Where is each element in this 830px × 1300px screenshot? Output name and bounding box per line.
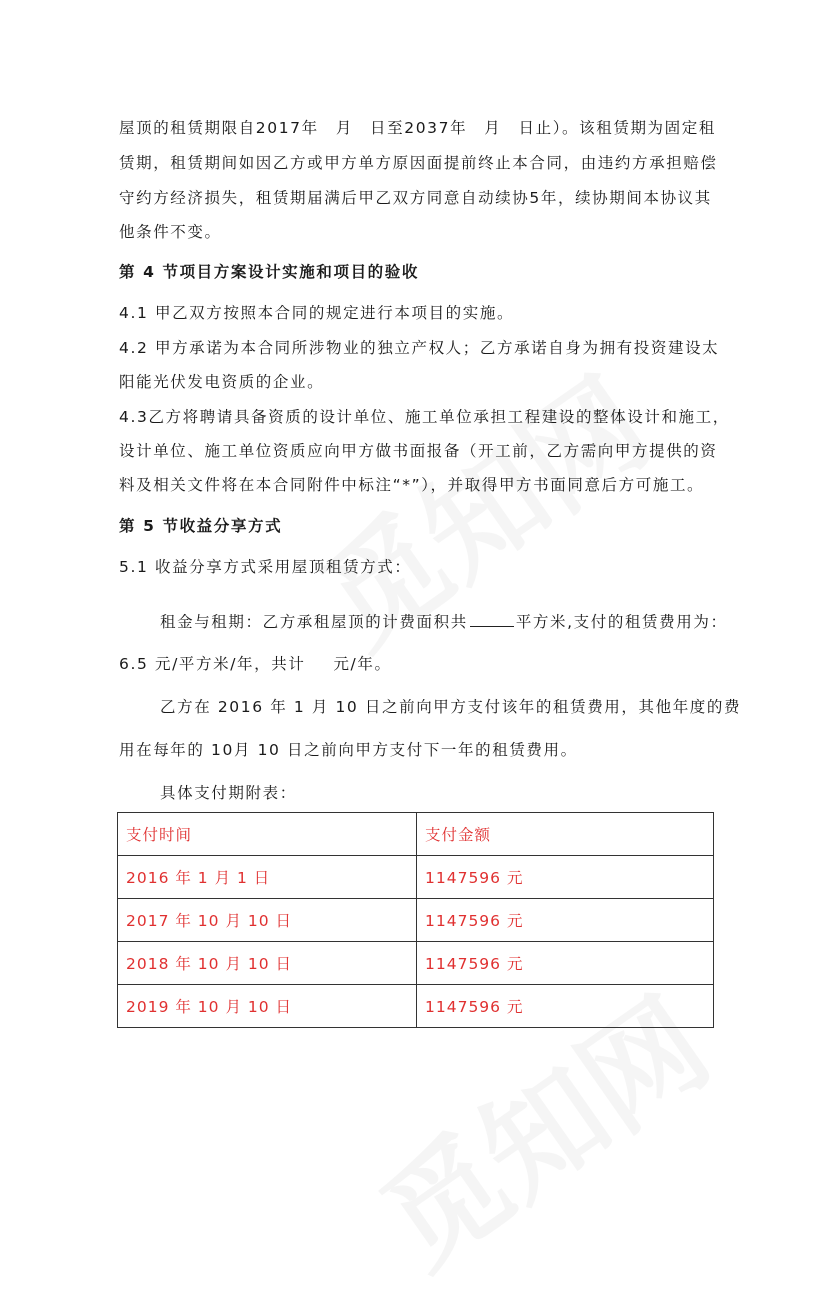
rent-line-a: 租金与租期：乙方承租屋顶的计费面积共 xyxy=(160,613,468,631)
payment-line: 用在每年的 10月 10 日之前向甲方支付下一年的租赁费用。 xyxy=(119,741,578,759)
payment-amount-cell: 1147596 元 xyxy=(417,899,714,942)
payment-date-cell: 2017 年 10 月 10 日 xyxy=(118,899,417,942)
table-row xyxy=(118,856,714,899)
section4-heading: 第 4 节项目方案设计实施和项目的验收 xyxy=(119,263,419,281)
header-payment-amount: 支付金额 xyxy=(417,813,714,856)
rent-line2-a: 6.5 元/平方米/年，共计 xyxy=(119,655,306,673)
paragraph1-line: 他条件不变。 xyxy=(119,223,222,241)
paragraph1-line: 守约方经济损失，租赁期届满后甲乙双方同意自动续协5年，续协期间本协议其 xyxy=(119,189,712,207)
paragraph1-line: 赁期，租赁期间如因乙方或甲方单方原因面提前终止本合同，由违约方承担赔偿 xyxy=(119,154,718,172)
schedule-label: 具体支付期附表： xyxy=(160,784,297,802)
payment-amount-cell: 1147596 元 xyxy=(417,942,714,985)
table-header-row xyxy=(118,813,714,856)
payment-amount-cell: 1147596 元 xyxy=(417,856,714,899)
payment-schedule-table xyxy=(117,812,714,1028)
section5-heading: 第 5 节收益分享方式 xyxy=(119,517,283,535)
section4-line: 4.1 甲乙双方按照本合同的规定进行本项目的实施。 xyxy=(119,304,515,322)
area-blank xyxy=(470,612,514,627)
item-5-1: 5.1 收益分享方式采用屋顶租赁方式： xyxy=(119,558,412,576)
payment-amount-cell: 1147596 元 xyxy=(417,985,714,1028)
table-row xyxy=(118,985,714,1028)
payment-date-cell: 2018 年 10 月 10 日 xyxy=(118,942,417,985)
table-row xyxy=(118,899,714,942)
payment-line: 乙方在 2016 年 1 月 10 日之前向甲方支付该年的租赁费用，其他年度的费 xyxy=(160,698,742,716)
rent-line-2 xyxy=(119,652,392,674)
rent-line xyxy=(160,610,728,632)
section4-line: 设计单位、施工单位资质应向甲方做书面报备（开工前，乙方需向甲方提供的资 xyxy=(119,442,718,460)
section4-line: 料及相关文件将在本合同附件中标注“*”），并取得甲方书面同意后方可施工。 xyxy=(119,476,705,494)
paragraph1-line: 屋顶的租赁期限自2017年 月 日至2037年 月 日止）。该租赁期为固定租 xyxy=(119,119,716,137)
rent-line-b: 平方米,支付的租赁费用为： xyxy=(515,613,728,631)
rent-line2-b: 元/年。 xyxy=(333,655,392,673)
table-row xyxy=(118,942,714,985)
section4-line: 4.3乙方将聘请具备资质的设计单位、施工单位承担工程建设的整体设计和施工， xyxy=(119,408,730,426)
section4-line: 阳能光伏发电资质的企业。 xyxy=(119,373,325,391)
payment-date-cell: 2016 年 1 月 1 日 xyxy=(118,856,417,899)
section4-line: 4.2 甲方承诺为本合同所涉物业的独立产权人；乙方承诺自身为拥有投资建设太 xyxy=(119,339,720,357)
payment-date-cell: 2019 年 10 月 10 日 xyxy=(118,985,417,1028)
header-payment-time: 支付时间 xyxy=(118,813,417,856)
